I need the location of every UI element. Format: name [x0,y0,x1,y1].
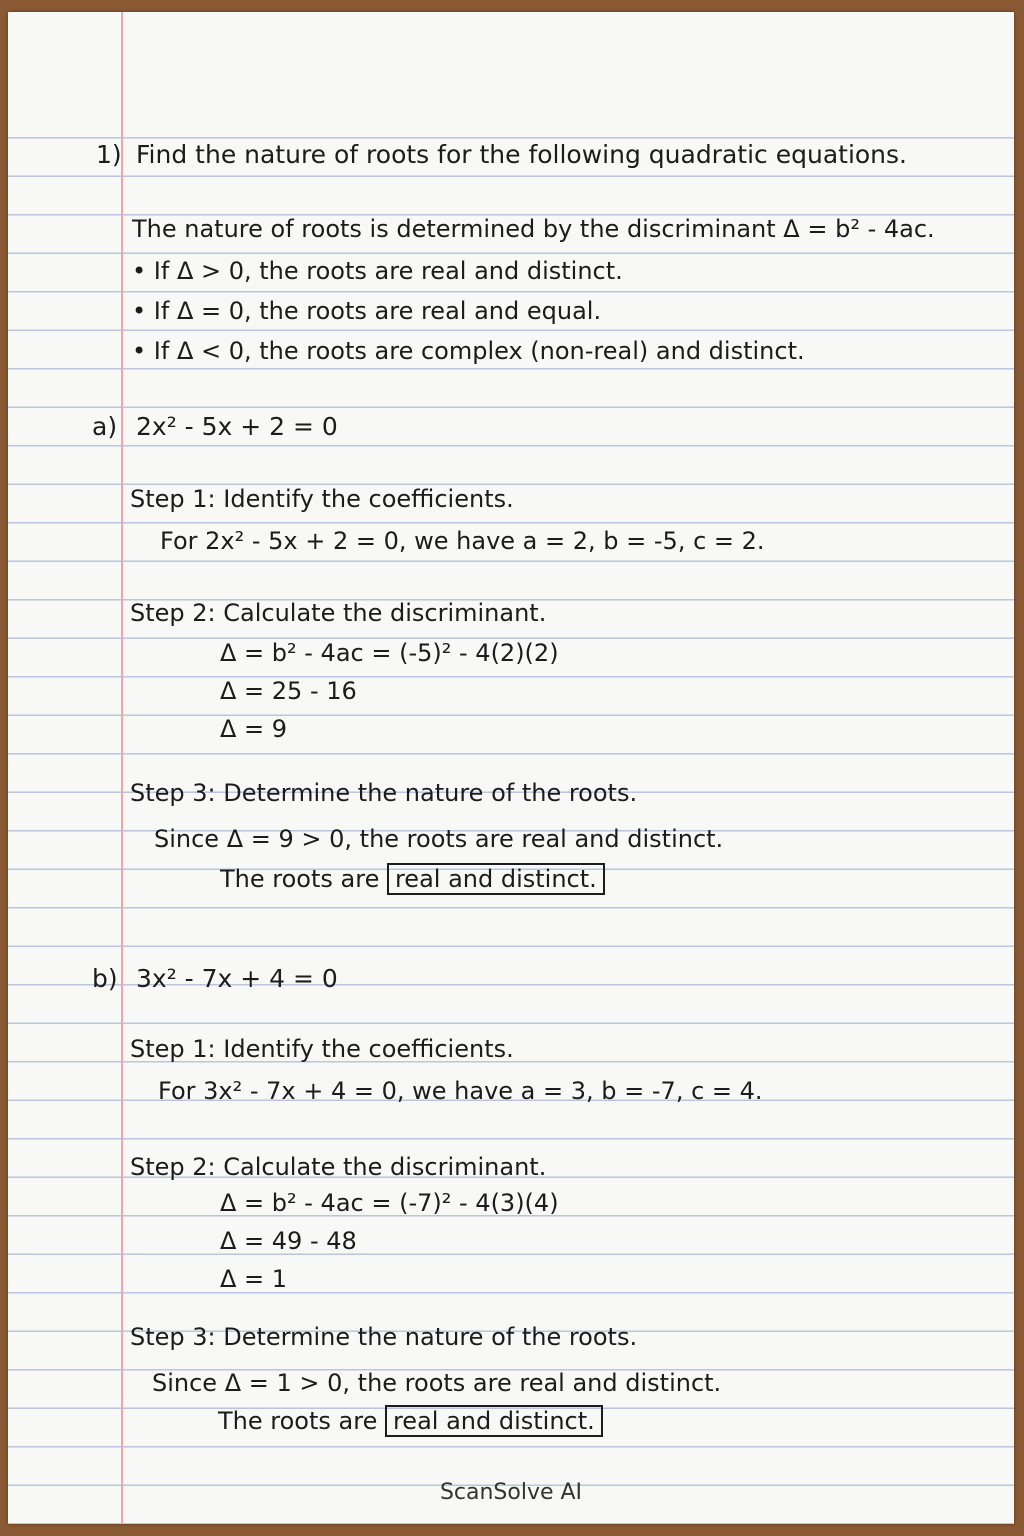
part-a-step2-line-2: Δ = 25 - 16 [220,677,357,705]
discriminant-intro: The nature of roots is determined by the discriminant Δ = b² - 4ac. [132,215,935,243]
part-b-label: b) [92,964,118,993]
part-a-step2-title: Step 2: Calculate the discriminant. [130,599,547,627]
part-b-step1-line: For 3x² - 7x + 4 = 0, we have a = 3, b = -7, c = 4. [158,1077,763,1105]
part-a-equation: 2x² - 5x + 2 = 0 [136,412,338,441]
part-b-step3-title: Step 3: Determine the nature of the roots. [130,1323,638,1351]
part-a-conclusion-prefix: The roots are [220,865,380,893]
part-b-conclusion [218,1406,603,1436]
part-a-answer-box: real and distinct. [387,863,605,895]
notebook-page [8,12,1014,1524]
part-b-step2-line-2: Δ = 49 - 48 [220,1227,357,1255]
part-b-equation: 3x² - 7x + 4 = 0 [136,964,338,993]
question-text: Find the nature of roots for the following quadratic equations. [136,140,907,169]
rule-bullet-positive: • If Δ > 0, the roots are real and distinct. [132,257,623,285]
part-b-step3-line: Since Δ = 1 > 0, the roots are real and distinct. [152,1369,722,1397]
part-a-step1-line: For 2x² - 5x + 2 = 0, we have a = 2, b = -5, c = 2. [160,527,765,555]
part-b-step1-title: Step 1: Identify the coefficients. [130,1035,514,1063]
part-a-step2-line-1: Δ = b² - 4ac = (-5)² - 4(2)(2) [220,639,559,667]
question-number: 1) [96,140,122,169]
rule-bullet-zero: • If Δ = 0, the roots are real and equal. [132,297,602,325]
part-b-conclusion-prefix: The roots are [218,1407,378,1435]
part-a-label: a) [92,412,118,441]
part-b-step2-title: Step 2: Calculate the discriminant. [130,1153,547,1181]
part-a-step1-title: Step 1: Identify the coefficients. [130,485,514,513]
margin-line [121,12,123,1524]
part-a-step3-title: Step 3: Determine the nature of the roots. [130,779,638,807]
part-b-step2-line-1: Δ = b² - 4ac = (-7)² - 4(3)(4) [220,1189,559,1217]
part-a-conclusion [220,864,605,894]
part-a-step3-line: Since Δ = 9 > 0, the roots are real and distinct. [154,825,724,853]
part-b-step2-line-3: Δ = 1 [220,1265,288,1293]
part-b-answer-box: real and distinct. [385,1405,603,1437]
rule-bullet-negative: • If Δ < 0, the roots are complex (non-real) and distinct. [132,337,805,365]
part-a-step2-line-3: Δ = 9 [220,715,288,743]
footer-brand: ScanSolve AI [439,1480,583,1505]
